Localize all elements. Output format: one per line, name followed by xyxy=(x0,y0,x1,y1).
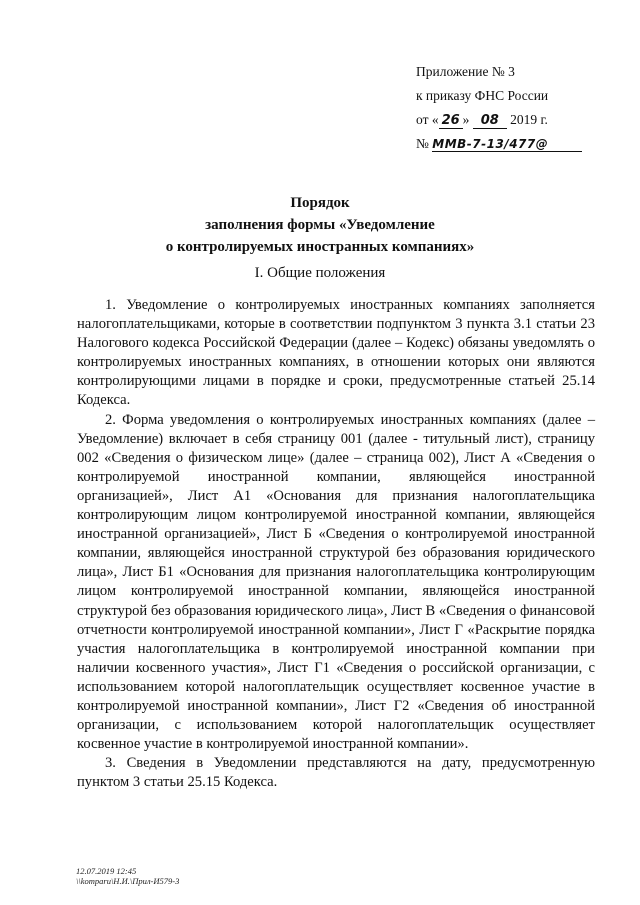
order-reference: к приказу ФНС России xyxy=(416,88,549,103)
date-suffix: 2019 г. xyxy=(510,112,548,127)
paragraph-1: 1. Уведомление о контролируемых иностранных компаниях заполняется налогоплательщиками, которые в соответствии подпунктом 3 пункта 3.1 статьи 23 Налогового кодекса Российской Федерации (далее – Кодекс) обязаны уведомлять о контролируемых иностранных компаниях, в отношении которых они являются контролирующими лицами в порядке и сроки, предусмотренные статьей 25.14 Кодекса. xyxy=(77,297,595,409)
footer-timestamp: 12.07.2019 12:45 xyxy=(76,866,137,876)
footer-filepath: \\komparu\Н.И.\Прил-И579-3 xyxy=(76,876,180,886)
date-day-handwritten: 26 xyxy=(439,114,463,129)
order-date xyxy=(416,108,582,132)
paragraph-3: 3. Сведения в Уведомлении представляются на дату, предусмотренную пунктом 3 статьи 25.15 Кодекса. xyxy=(77,755,595,791)
order-number xyxy=(416,132,582,156)
number-prefix: № xyxy=(416,136,429,151)
date-month-handwritten: 08 xyxy=(473,114,507,129)
document-title xyxy=(0,192,640,258)
section-heading: I. Общие положения xyxy=(254,265,386,281)
appendix-header xyxy=(416,60,582,156)
date-prefix: от « xyxy=(416,112,439,127)
date-mid: » xyxy=(462,112,470,127)
title-line-2: заполнения формы «Уведомление xyxy=(205,217,435,233)
order-number-handwritten: ММВ-7-13/477@ xyxy=(432,137,582,152)
title-line-3: о контролируемых иностранных компаниях» xyxy=(165,239,475,255)
document-body xyxy=(77,296,595,792)
paragraph-2: 2. Форма уведомления о контролируемых иностранных компаниях (далее – Уведомление) включает в себя страницу 001 (далее - титульный лист), страницу 002 «Сведения о физическом лице» (далее – страница 002), Лист А «Сведения о контролируемой иностранной компании, являющейся иностранной организацией», Лист А1 «Основания для признания налогоплательщика контролирующим лицом контролируемой иностранной компании, являющейся иностранной организацией», Лист Б «Сведения о контролируемой иностранной компании, являющейся иностранной структурой без образования юридического лица», Лист Б1 «Основания для признания налогоплательщика контролирующим лицом контролируемой иностранной компании, являющейся иностранной структурой без образования юридического лица», Лист В «Сведения о финансовой отчетности контролируемой иностранной компании», Лист Г «Раскрытие порядка участия налогоплательщика в контролируемой иностранной компании при наличии косвенного участия», Лист Г1 «Сведения о российской организации, с использованием которой налогоплательщик осуществляет косвенное участие в контролируемой иностранной компании», Лист Г2 «Сведения об иностранной организации, с использованием которой налогоплательщик осуществляет косвенное участие в контролируемой иностранной компании». xyxy=(77,411,595,753)
file-footer xyxy=(76,866,179,886)
title-line-1: Порядок xyxy=(290,195,350,211)
appendix-number: Приложение № 3 xyxy=(416,64,515,79)
